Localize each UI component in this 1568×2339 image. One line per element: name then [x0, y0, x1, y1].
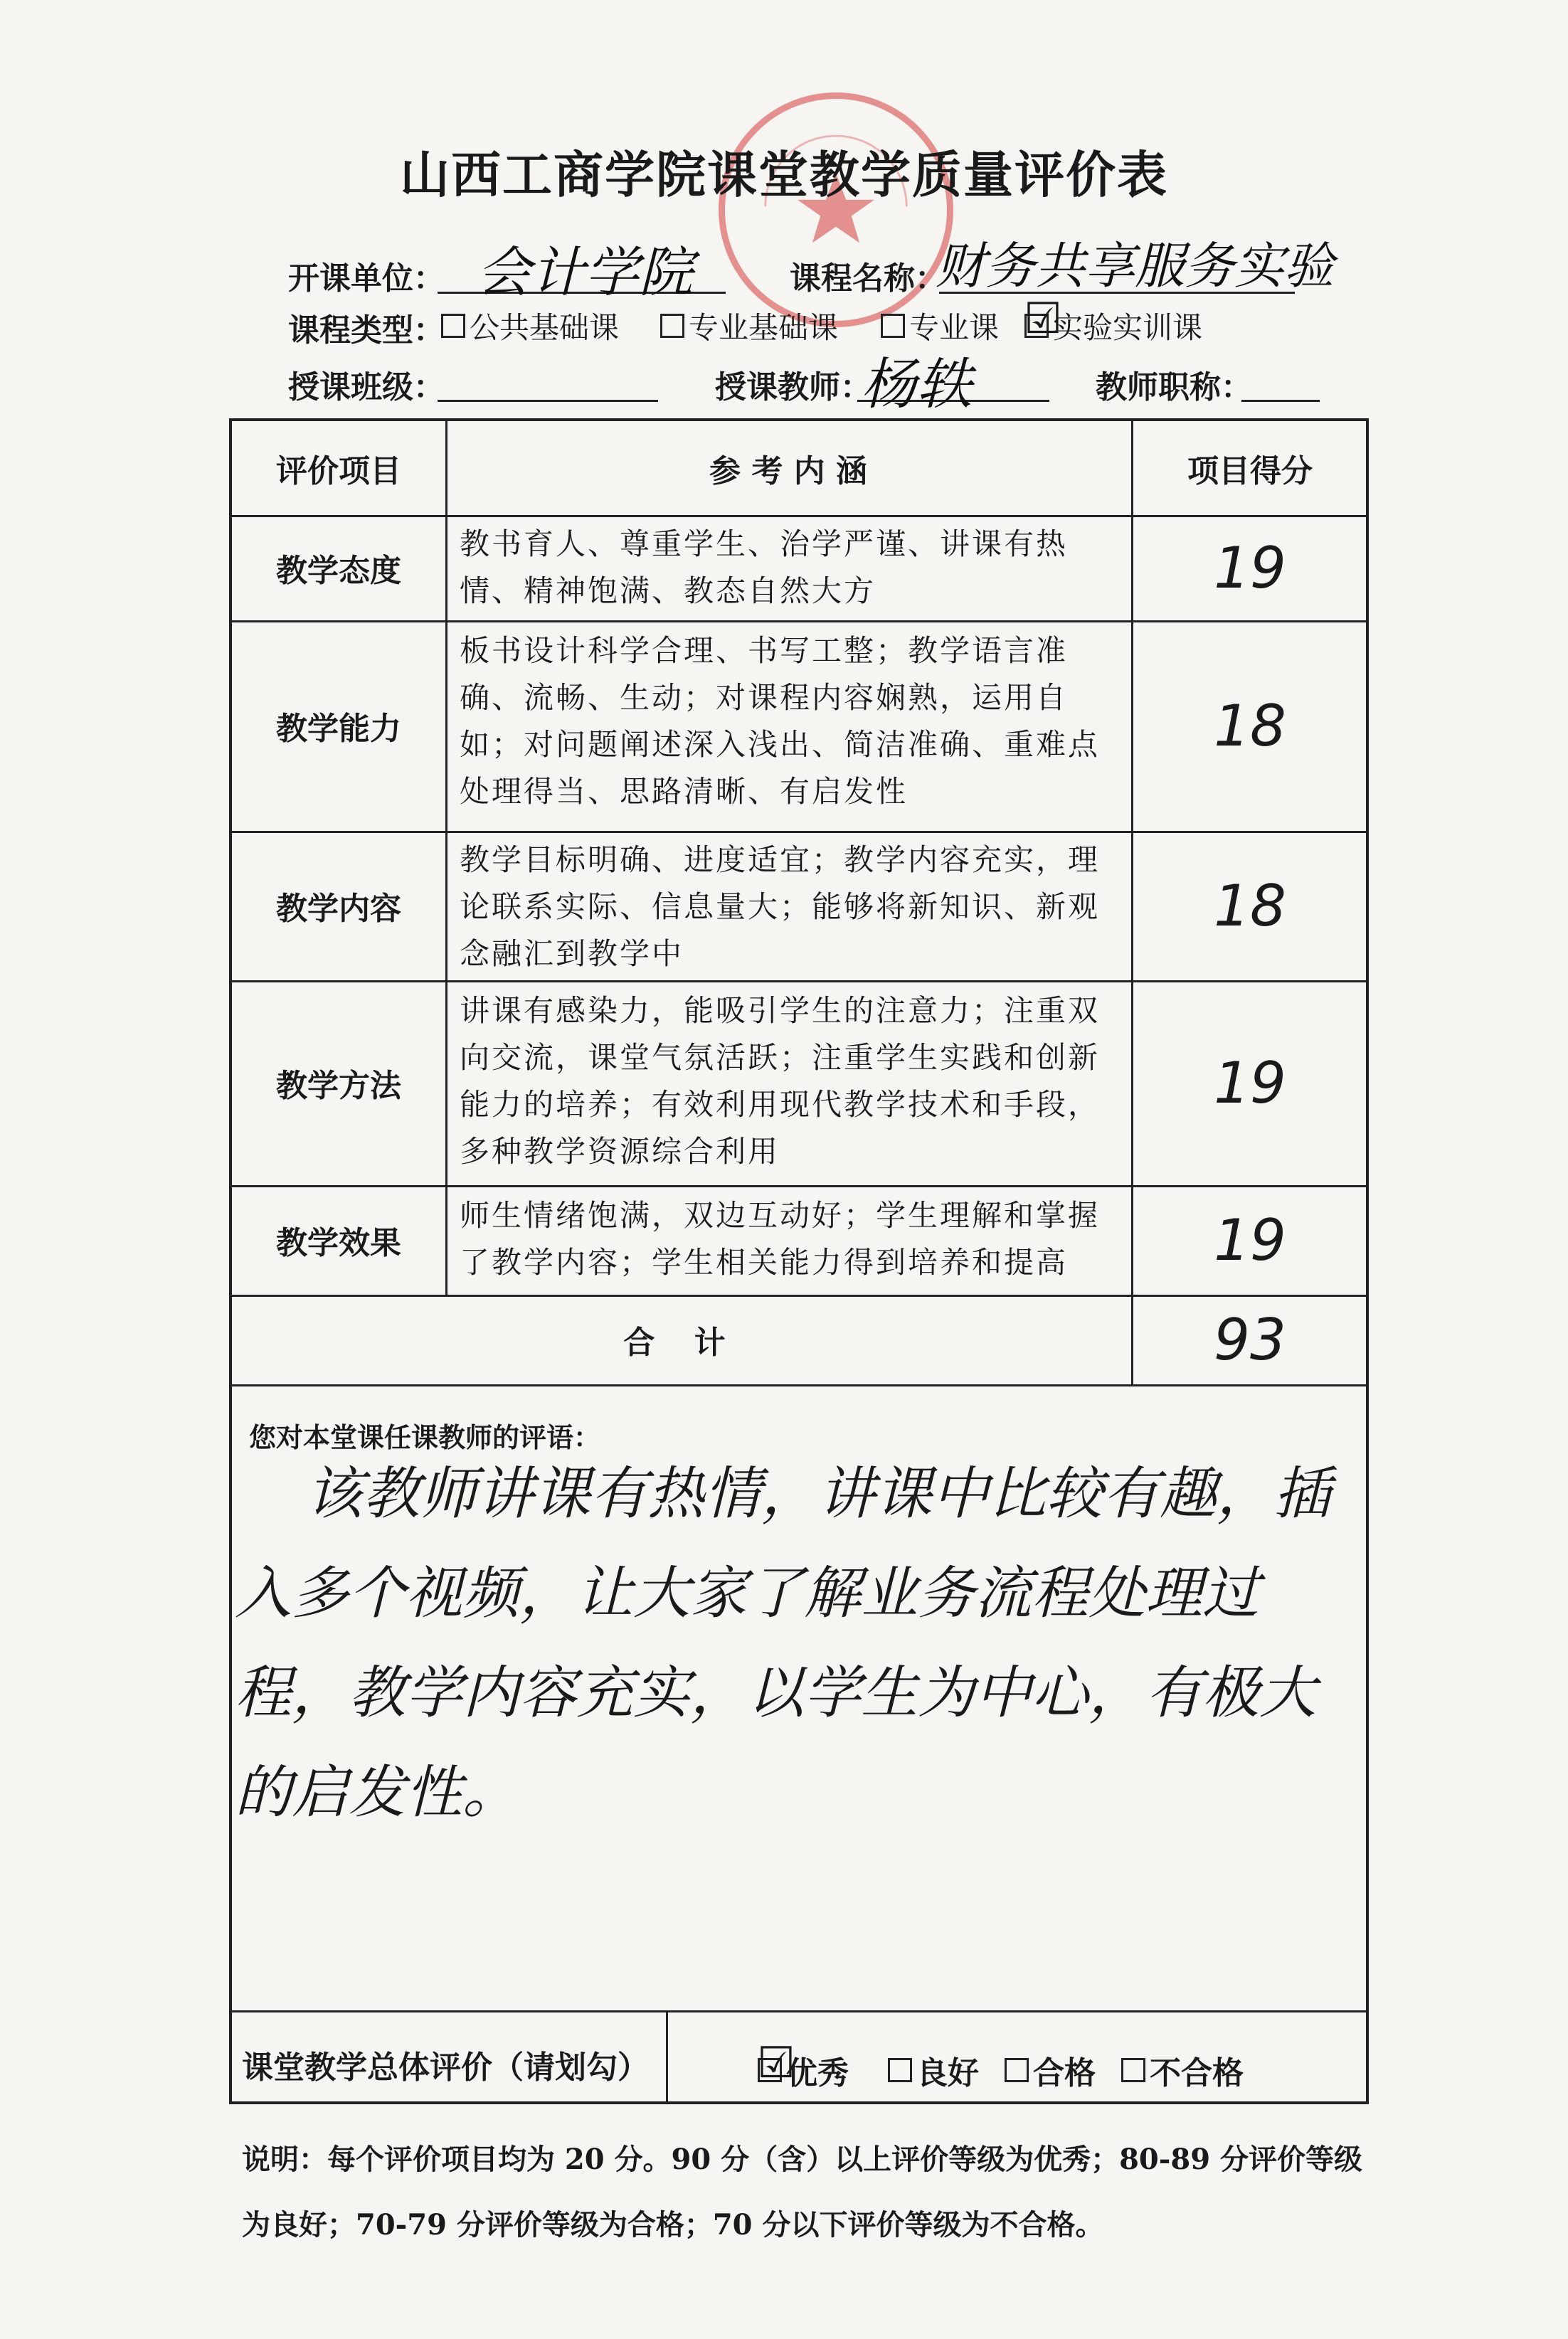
grading-note: 说明：每个评价项目均为 20 分。90 分（含）以上评价等级为优秀；80-89 分评价等级为良好；70-79 分评价等级为合格；70 分以下评价等级为不合格。	[242, 2143, 1362, 2242]
row-desc-content: 教学目标明确、进度适宜；教学内容充实，理论联系实际、信息量大；能够将新知识、新观念融汇到教学中	[460, 842, 1101, 971]
evaluation-table	[229, 418, 1369, 2104]
course-name-value[interactable]: 财务共享服务实验	[936, 237, 1334, 295]
row-item-method: 教学方法	[276, 1068, 401, 1104]
checkbox-good[interactable]	[888, 2058, 912, 2082]
teacher-title-underline	[1241, 400, 1320, 402]
checkbox-major-basic[interactable]	[660, 314, 684, 338]
grade-fail-label: 不合格	[1150, 2055, 1244, 2091]
course-type-lab[interactable]	[1024, 294, 1203, 347]
row-item-ability: 教学能力	[276, 711, 401, 747]
grade-pass-label: 合格	[1033, 2055, 1096, 2091]
grade-good[interactable]	[888, 2047, 979, 2093]
unit-label: 开课单位：	[288, 260, 445, 297]
course-type-label: 课程类型：	[288, 312, 445, 349]
checkbox-major[interactable]	[881, 314, 905, 338]
checkbox-pass[interactable]	[1005, 2058, 1029, 2082]
row-score-attitude[interactable]: 19	[1214, 534, 1286, 601]
grade-excellent-label: 优秀	[786, 2055, 849, 2091]
teacher-label: 授课教师：	[715, 369, 872, 405]
course-type-lab-label: 实验实训课	[1053, 310, 1203, 345]
row-desc-attitude: 教书育人、尊重学生、治学严谨、讲课有热情、精神饱满、教态自然大方	[460, 526, 1069, 608]
table-rule-vertical	[445, 421, 447, 1295]
row-item-effect: 教学效果	[276, 1225, 401, 1261]
grade-fail[interactable]	[1121, 2047, 1244, 2093]
course-type-public[interactable]	[441, 304, 619, 347]
checkbox-excellent[interactable]	[757, 2038, 795, 2088]
row-desc-effect: 师生情绪饱满，双边互动好；学生理解和掌握了教学内容；学生相关能力得到培养和提高	[460, 1198, 1101, 1280]
course-name-label: 课程名称：	[790, 260, 946, 297]
row-item-content: 教学内容	[276, 891, 401, 927]
check-mark-icon: ☑	[757, 2038, 795, 2088]
checkbox-public[interactable]	[441, 314, 465, 338]
class-label: 授课班级：	[288, 369, 445, 405]
row-item-attitude: 教学态度	[276, 553, 401, 589]
grade-good-label: 良好	[916, 2055, 979, 2091]
checkbox-fail[interactable]	[1121, 2058, 1145, 2082]
grade-pass[interactable]	[1005, 2047, 1096, 2093]
overall-rating-label: 课堂教学总体评价（请划勾）	[242, 2049, 649, 2086]
course-type-public-label: 公共基础课	[470, 310, 620, 345]
row-desc-method: 讲课有感染力，能吸引学生的注意力；注重双向交流，课堂气氛活跃；注重学生实践和创新能力的培养；有效利用现代教学技术和手段，多种教学资源综合利用	[460, 993, 1101, 1169]
unit-value[interactable]: 会计学院	[477, 240, 693, 304]
header-description: 参 考 内 涵	[709, 453, 867, 489]
course-type-major-basic[interactable]	[660, 304, 838, 347]
course-type-major-basic-label: 专业基础课	[689, 310, 839, 345]
header-score: 项目得分	[1187, 453, 1313, 489]
row-score-ability[interactable]: 18	[1214, 692, 1286, 759]
row-score-method[interactable]: 19	[1214, 1049, 1286, 1116]
row-score-content[interactable]: 18	[1214, 872, 1286, 939]
grade-excellent[interactable]	[757, 2038, 849, 2093]
header-item: 评价项目	[276, 453, 401, 489]
table-rule	[232, 1384, 1369, 1386]
course-type-major-label: 专业课	[909, 310, 1000, 345]
checkbox-lab[interactable]	[1024, 294, 1062, 344]
teacher-title-label: 教师职称：	[1096, 369, 1252, 405]
form-title: 山西工商学院课堂教学质量评价表	[400, 145, 1168, 204]
comment-text[interactable]: 该教师讲课有热情，讲课中比较有趣，插入多个视频，让大家了解业务流程处理过程，教学内容充实，以学生为中心，有极大的启发性。	[235, 1460, 1330, 1825]
row-score-effect[interactable]: 19	[1214, 1206, 1286, 1273]
comment-label: 您对本堂课任课教师的评语：	[249, 1421, 601, 1453]
teacher-value[interactable]: 杨轶	[861, 353, 973, 417]
class-underline	[438, 400, 658, 402]
total-score[interactable]: 93	[1214, 1306, 1286, 1373]
total-label: 合 计	[623, 1325, 740, 1361]
table-rule	[232, 2010, 1369, 2012]
check-mark-icon: ☑	[1024, 294, 1062, 344]
row-desc-ability: 板书设计科学合理、书写工整；教学语言准确、流畅、生动；对课程内容娴熟，运用自如；对问题阐述深入浅出、简洁准确、重难点处理得当、思路清晰、有启发性	[460, 633, 1101, 809]
